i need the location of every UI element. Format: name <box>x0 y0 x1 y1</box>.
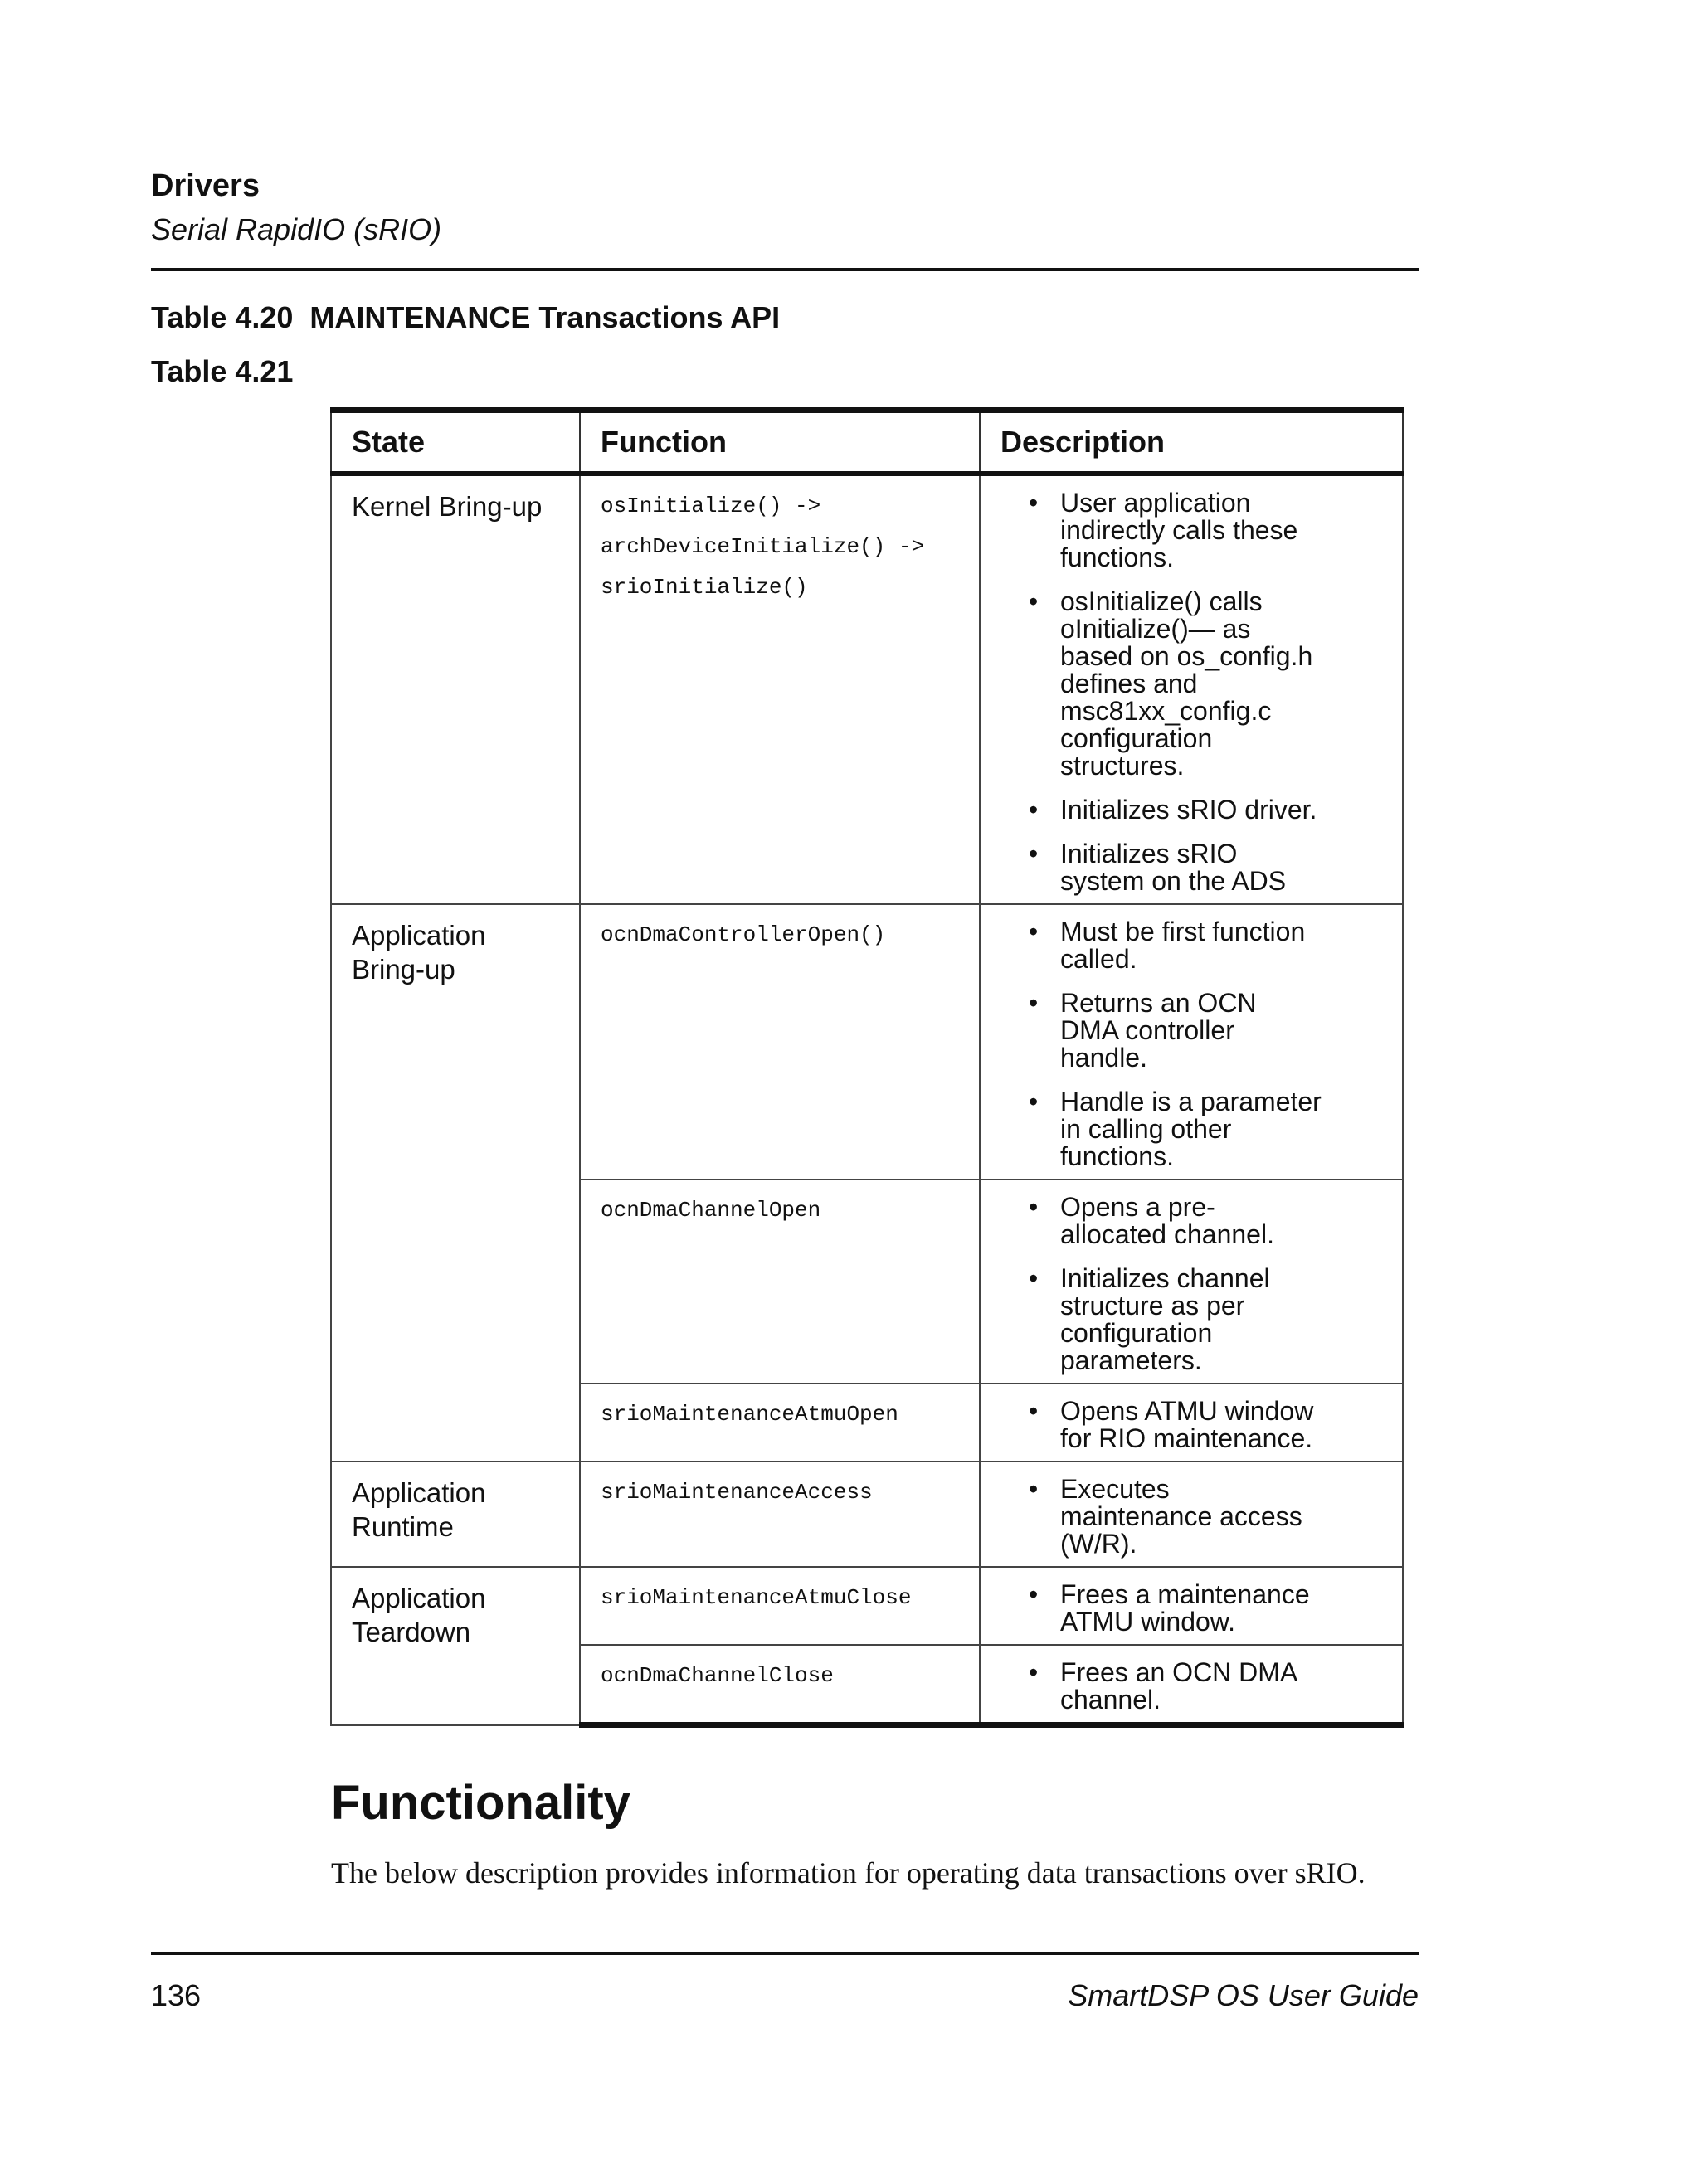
column-header-state: State <box>331 411 580 474</box>
bullet-list <box>1000 918 1384 1170</box>
bullet-item <box>1000 588 1384 780</box>
description-line: allocated channel. <box>1060 1219 1274 1249</box>
bullet-icon: • <box>1029 1657 1039 1687</box>
bullet-item <box>1000 1398 1384 1452</box>
function-name: srioMaintenanceAccess <box>601 1480 873 1505</box>
description-line: channel. <box>1060 1685 1161 1715</box>
bullet-item <box>1000 840 1384 895</box>
bullet-icon: • <box>1029 586 1039 616</box>
guide-title: SmartDSP OS User Guide <box>1068 1978 1419 2012</box>
description-line: Must be first function <box>1060 917 1306 946</box>
state-label: Bring-up <box>352 954 455 985</box>
description-line: Initializes channel <box>1060 1263 1270 1293</box>
table-header-row <box>331 411 1403 474</box>
description-cell <box>980 1462 1403 1567</box>
function-cell <box>580 1645 980 1725</box>
bullet-list <box>1000 489 1384 895</box>
description-line: functions. <box>1060 542 1174 572</box>
description-line: msc81xx_config.c <box>1060 696 1272 726</box>
table-caption-secondary: Table 4.21 <box>151 354 294 388</box>
section-heading: Functionality <box>331 1776 630 1830</box>
state-cell <box>331 1567 580 1725</box>
state-label: Application <box>352 1477 486 1508</box>
function-cell <box>580 1180 980 1384</box>
bullet-item <box>1000 990 1384 1072</box>
chapter-title: Drivers <box>151 168 260 203</box>
bullet-icon: • <box>1029 795 1039 824</box>
bullet-item <box>1000 1265 1384 1374</box>
column-header-description: Description <box>980 411 1403 474</box>
state-cell <box>331 474 580 904</box>
description-line: handle. <box>1060 1043 1147 1073</box>
description-line: Initializes sRIO <box>1060 839 1238 868</box>
bullet-icon: • <box>1029 839 1039 868</box>
description-line: structures. <box>1060 751 1185 781</box>
bullet-list <box>1000 1476 1384 1558</box>
bullet-item <box>1000 1659 1384 1714</box>
function-name: ocnDmaChannelClose <box>601 1663 834 1688</box>
state-label: Kernel Bring-up <box>352 491 543 522</box>
function-cell <box>580 1567 980 1645</box>
state-label: Application <box>352 920 486 951</box>
description-line: indirectly calls these <box>1060 515 1298 545</box>
description-line: Returns an OCN <box>1060 988 1257 1018</box>
bullet-item <box>1000 489 1384 572</box>
description-line: functions. <box>1060 1141 1174 1171</box>
description-line: based on os_config.h <box>1060 641 1313 671</box>
function-name: osInitialize() -> <box>601 494 821 518</box>
description-line: called. <box>1060 944 1137 974</box>
section-body: The below description provides information for operating data transactions over sRIO. <box>331 1856 1366 1890</box>
description-cell <box>980 474 1403 904</box>
description-cell <box>980 1567 1403 1645</box>
description-line: (W/R). <box>1060 1529 1137 1559</box>
bullet-icon: • <box>1029 1087 1039 1116</box>
function-name: srioMaintenanceAtmuClose <box>601 1585 912 1610</box>
function-name: srioMaintenanceAtmuOpen <box>601 1402 898 1427</box>
table-row <box>331 904 1403 1180</box>
state-label: Application <box>352 1583 486 1613</box>
bullet-list <box>1000 1194 1384 1374</box>
description-line: DMA controller <box>1060 1015 1234 1045</box>
description-cell <box>980 1645 1403 1725</box>
description-line: Frees a maintenance <box>1060 1579 1310 1609</box>
description-line: oInitialize()— as <box>1060 614 1251 644</box>
description-line: maintenance access <box>1060 1501 1302 1531</box>
bullet-icon: • <box>1029 1474 1039 1504</box>
description-line: defines and <box>1060 669 1198 698</box>
section-subtitle: Serial RapidIO (sRIO) <box>151 212 442 246</box>
api-table <box>330 407 1404 1728</box>
state-label: Runtime <box>352 1511 454 1542</box>
description-line: parameters. <box>1060 1345 1202 1375</box>
description-line: structure as per <box>1060 1291 1245 1321</box>
bullet-icon: • <box>1029 1579 1039 1609</box>
bullet-list <box>1000 1581 1384 1636</box>
function-name: archDeviceInitialize() -> <box>601 534 925 559</box>
description-cell <box>980 904 1403 1180</box>
function-cell <box>580 904 980 1180</box>
page-number: 136 <box>151 1978 202 2012</box>
description-cell <box>980 1384 1403 1462</box>
bullet-item <box>1000 1476 1384 1558</box>
description-line: configuration <box>1060 723 1213 753</box>
state-cell <box>331 1462 580 1567</box>
description-line: User application <box>1060 488 1251 518</box>
table-row <box>331 474 1403 904</box>
bullet-icon: • <box>1029 1396 1039 1426</box>
description-line: Frees an OCN DMA <box>1060 1657 1298 1687</box>
function-cell <box>580 1384 980 1462</box>
description-line: Executes <box>1060 1474 1170 1504</box>
bullet-icon: • <box>1029 1263 1039 1293</box>
bullet-item <box>1000 796 1384 824</box>
bullet-item <box>1000 918 1384 973</box>
description-line: Opens a pre- <box>1060 1192 1215 1222</box>
description-line: configuration <box>1060 1318 1213 1348</box>
bullet-list <box>1000 1398 1384 1452</box>
function-cell <box>580 1462 980 1567</box>
function-name: ocnDmaControllerOpen() <box>601 922 886 947</box>
function-name: ocnDmaChannelOpen <box>601 1198 821 1223</box>
function-name: srioInitialize() <box>601 575 808 600</box>
table-caption: Table 4.20 MAINTENANCE Transactions API <box>151 300 781 334</box>
header-rule <box>151 268 1419 271</box>
description-line: Handle is a parameter <box>1060 1087 1322 1116</box>
column-header-function: Function <box>580 411 980 474</box>
description-line: for RIO maintenance. <box>1060 1423 1313 1453</box>
table-row <box>331 1462 1403 1567</box>
description-line: ATMU window. <box>1060 1607 1236 1637</box>
bullet-icon: • <box>1029 988 1039 1018</box>
description-line: Initializes sRIO driver. <box>1060 795 1317 824</box>
bullet-icon: • <box>1029 917 1039 946</box>
bullet-item <box>1000 1581 1384 1636</box>
description-line: system on the ADS <box>1060 866 1287 896</box>
bullet-item <box>1000 1194 1384 1248</box>
description-line: in calling other <box>1060 1114 1232 1144</box>
state-cell <box>331 904 580 1462</box>
bullet-list <box>1000 1659 1384 1714</box>
table-row <box>331 1567 1403 1645</box>
footer-rule <box>151 1952 1419 1955</box>
bullet-icon: • <box>1029 488 1039 518</box>
description-line: osInitialize() calls <box>1060 586 1263 616</box>
bullet-item <box>1000 1088 1384 1170</box>
bullet-icon: • <box>1029 1192 1039 1222</box>
state-label: Teardown <box>352 1617 471 1647</box>
description-cell <box>980 1180 1403 1384</box>
description-line: Opens ATMU window <box>1060 1396 1314 1426</box>
function-cell <box>580 474 980 904</box>
